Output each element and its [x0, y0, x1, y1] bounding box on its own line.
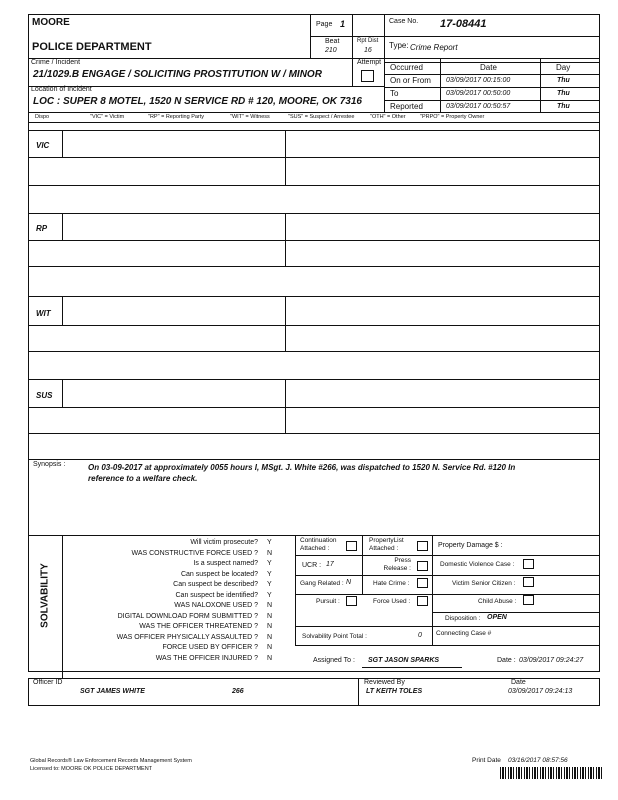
force-used-label: Force Used :	[373, 598, 411, 605]
footer-license: Licensed to: MOORE OK POLICE DEPARTMENT	[30, 766, 153, 772]
solvability-question-row	[62, 581, 292, 591]
print-date-label: Print Date	[472, 757, 501, 764]
agency-name-line1: MOORE	[32, 17, 70, 28]
on-or-from-label: On or From	[390, 76, 431, 85]
solvability-answer: N	[267, 612, 273, 620]
case-number-label: Case No.	[389, 18, 419, 25]
solvability-question: WAS NALOXONE USED ?	[174, 602, 258, 609]
connecting-case-label: Connecting Case #	[436, 630, 492, 637]
solvability-question-row	[62, 571, 292, 581]
on-or-from-day: Thu	[557, 77, 570, 84]
solvability-answer: Y	[267, 591, 272, 599]
solvability-total-value: 0	[418, 632, 422, 639]
synopsis-label: Synopsis :	[33, 461, 66, 468]
legend-vic: "VIC" = Victim	[90, 114, 125, 120]
solvability-question: Can suspect be located?	[180, 570, 258, 578]
reported-date: 03/09/2017 00:50:57	[446, 103, 511, 110]
property-damage-label: Property Damage $ :	[438, 542, 503, 549]
section-vic-label: VIC	[36, 141, 50, 150]
child-abuse-checkbox[interactable]	[523, 595, 534, 605]
legend-sus: "SUS" = Suspect / Arrestee	[288, 114, 355, 120]
print-date-value: 03/16/2017 08:57:56	[508, 757, 568, 764]
press-release-label: Press Release :	[383, 557, 411, 572]
location-value: LOC : SUPER 8 MOTEL, 1520 N SERVICE RD # 120, MOORE, OK 7316	[33, 96, 362, 107]
solvability-question: Can suspect be identified?	[175, 591, 258, 599]
beat-value: 210	[325, 47, 337, 54]
assigned-date-value: 03/09/2017 09:24:27	[519, 657, 584, 664]
ucr-label: UCR :	[302, 562, 322, 569]
legend-oth: "OTH" = Other	[370, 114, 406, 120]
solvability-question-row	[62, 655, 292, 665]
solvability-answer: N	[267, 644, 273, 651]
legend-prpo: "PRPO" = Property Owner	[420, 114, 485, 120]
solvability-question: Can suspect be described?	[173, 581, 258, 588]
location-label: Location of Incident	[31, 86, 92, 93]
solvability-question: WAS THE OFFICER THREATENED ?	[139, 623, 258, 630]
solvability-answer: Y	[267, 581, 272, 588]
attempt-label: Attempt	[357, 59, 382, 66]
review-date-value: 03/09/2017 09:24:13	[508, 688, 573, 695]
solvability-answer: N	[267, 623, 273, 630]
domestic-violence-checkbox[interactable]	[523, 559, 534, 569]
reported-day: Thu	[557, 103, 570, 110]
assigned-date-label: Date :	[497, 657, 516, 664]
disposition-label: Disposition :	[445, 615, 481, 622]
pursuit-checkbox[interactable]	[346, 596, 357, 606]
solvability-answer: N	[267, 602, 273, 609]
gang-related-value: N	[346, 579, 352, 586]
type-label: Type:	[389, 41, 409, 50]
solvability-answer: Y	[267, 570, 272, 578]
barcode	[500, 767, 604, 779]
force-used-checkbox[interactable]	[417, 596, 428, 606]
occurred-header: Occurred	[390, 63, 423, 72]
agency-name-line2: POLICE DEPARTMENT	[32, 41, 152, 53]
section-sus-label: SUS	[36, 391, 53, 400]
solvability-question-row	[62, 592, 292, 602]
legend-rp: "RP" = Reporting Party	[148, 114, 205, 120]
child-abuse-label: Child Abuse :	[478, 598, 517, 605]
day-header: Day	[556, 63, 571, 72]
property-list-checkbox[interactable]	[417, 541, 428, 551]
reviewed-by-value: LT KEITH TOLES	[366, 688, 423, 695]
solvability-question: Will victim prosecute?	[190, 539, 258, 546]
review-date-label: Date	[511, 679, 526, 686]
solvability-question: WAS THE OFFICER INJURED ?	[155, 654, 258, 662]
gang-related-label: Gang Related :	[300, 580, 344, 587]
rpt-dist-value: 16	[364, 47, 372, 54]
assigned-to-value: SGT JASON SPARKS	[368, 657, 440, 664]
date-header: Date	[480, 63, 497, 72]
solvability-question: DIGITAL DOWNLOAD FORM SUBMITTED ?	[117, 612, 258, 620]
page-number: 1	[340, 19, 346, 29]
solvability-question: Is a suspect named?	[193, 560, 258, 567]
beat-label: Beat	[325, 38, 340, 45]
reported-label: Reported	[390, 102, 423, 111]
to-day: Thu	[557, 90, 570, 97]
solvability-question-row	[62, 550, 292, 560]
hate-crime-checkbox[interactable]	[417, 578, 428, 588]
case-number: 17-08441	[440, 18, 487, 30]
solvability-question-row	[62, 644, 292, 654]
solvability-question-row	[62, 623, 292, 633]
footer-system: Global Records® Law Enforcement Records Management System	[30, 758, 192, 764]
property-list-label: PropertyList Attached :	[369, 537, 404, 552]
solvability-answer: N	[267, 633, 273, 641]
solvability-question-row	[62, 602, 292, 612]
reviewed-by-label: Reviewed By	[364, 679, 405, 686]
crime-value: 21/1029.B ENGAGE / SOLICITING PROSTITUTION W / MINOR	[33, 69, 322, 80]
synopsis-text: On 03-09-2017 at approximately 0055 hours I, MSgt. J. White #266, was dispatched to 1520 N. Service Rd. #120 In reference to a welfare check.	[88, 463, 516, 483]
assigned-to-label: Assigned To :	[313, 657, 355, 664]
solvability-answer: Y	[267, 560, 272, 567]
victim-senior-checkbox[interactable]	[523, 577, 534, 587]
solvability-question: FORCE USED BY OFFICER ?	[162, 644, 258, 651]
legend-dispo: Dispo	[35, 114, 50, 120]
victim-senior-label: Victim Senior Citizen :	[452, 580, 516, 587]
solvability-title: SOLVABILITY	[39, 563, 51, 628]
rpt-dist-label: Rpt Dist	[357, 38, 379, 44]
domestic-violence-label: Domestic Violence Case :	[440, 561, 515, 568]
hate-crime-label: Hate Crime :	[373, 580, 410, 587]
solvability-question-row	[62, 539, 292, 549]
officer-badge: 266	[232, 688, 244, 695]
attempt-checkbox[interactable]	[361, 70, 374, 82]
crime-label: Crime / Incident	[31, 59, 81, 66]
solvability-question: WAS OFFICER PHYSICALLY ASSAULTED ?	[116, 633, 258, 641]
to-label: To	[390, 89, 399, 98]
solvability-answer: N	[267, 654, 273, 662]
press-release-checkbox[interactable]	[417, 561, 428, 571]
report-type: Crime Report	[410, 43, 458, 52]
page-label: Page	[316, 21, 333, 28]
solvability-answer: Y	[267, 539, 272, 546]
ucr-value: 17	[326, 561, 334, 568]
solvability-question-row	[62, 560, 292, 570]
continuation-label: Continuation Attached :	[300, 537, 337, 552]
section-rp-label: RP	[36, 224, 48, 233]
officer-name: SGT JAMES WHITE	[80, 688, 145, 695]
officer-id-label: Officer ID	[33, 679, 63, 686]
section-wit-label: WIT	[36, 309, 51, 318]
solvability-answer: N	[267, 549, 273, 557]
solvability-total-label: Solvability Point Total :	[302, 633, 367, 640]
continuation-checkbox[interactable]	[346, 541, 357, 551]
disposition-value: OPEN	[487, 614, 507, 621]
solvability-question-row	[62, 613, 292, 623]
on-or-from-date: 03/09/2017 00:15:00	[446, 77, 511, 84]
solvability-question-row	[62, 634, 292, 644]
to-date: 03/09/2017 00:50:00	[446, 90, 511, 97]
legend-wit: "WIT" = Witness	[230, 114, 270, 120]
solvability-question: WAS CONSTRUCTIVE FORCE USED ?	[131, 549, 258, 557]
pursuit-label: Pursuit :	[316, 598, 340, 605]
